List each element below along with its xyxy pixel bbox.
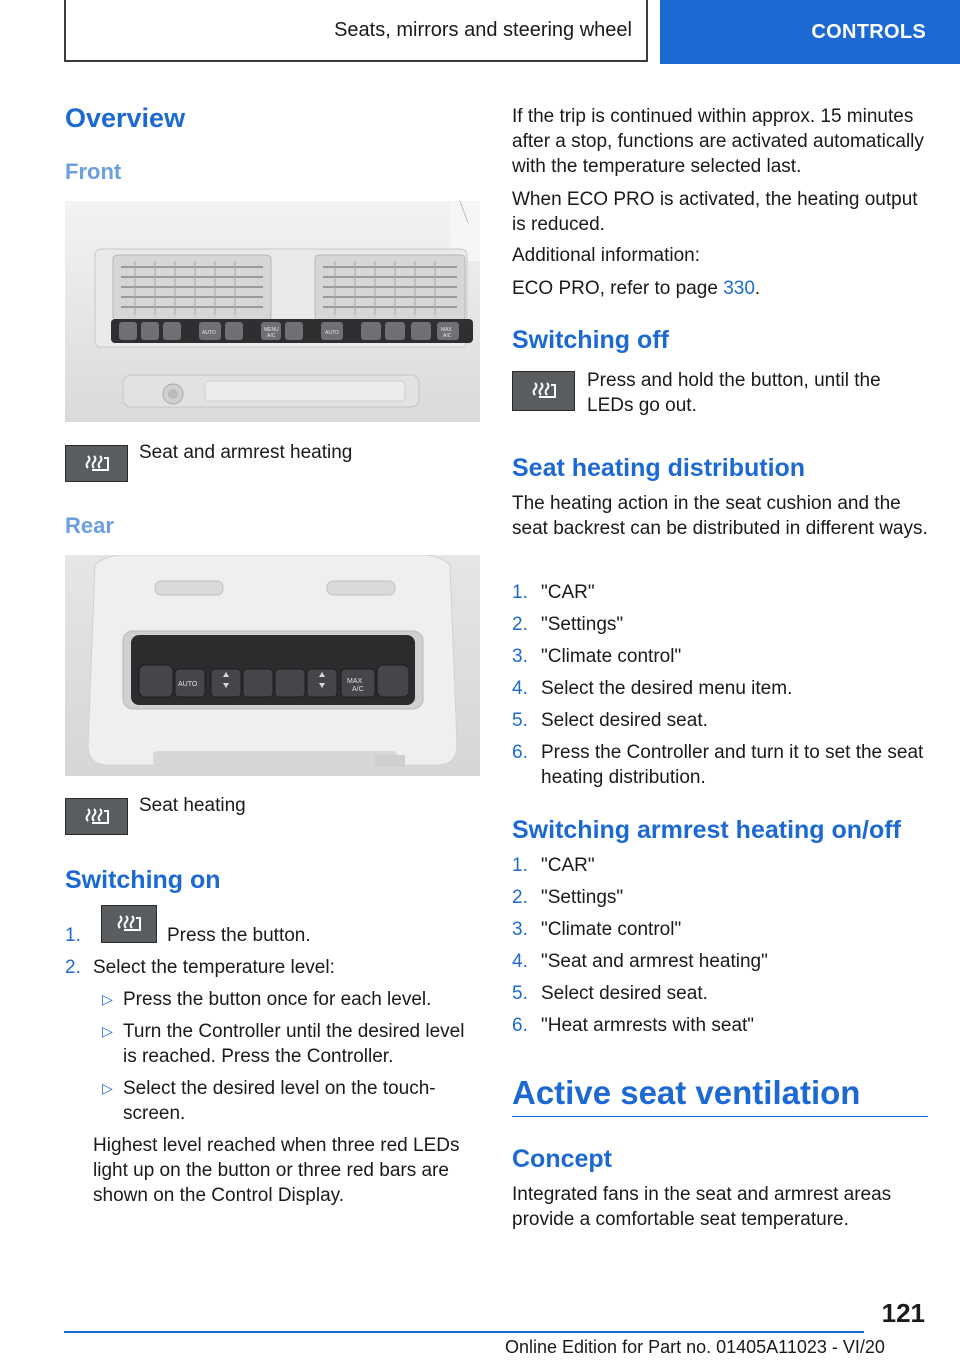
front-panel-label-menu: MENU	[264, 327, 279, 333]
rear-panel-label-max: MAX	[347, 678, 363, 685]
eco-ref-suffix: .	[754, 278, 761, 299]
step-text: "CAR"	[541, 855, 595, 876]
distribution-heading: Seat heating distribution	[512, 454, 806, 482]
page-330-link[interactable]: 330	[723, 278, 755, 299]
sub-item-text: Select the desired level on the touch-screen.	[123, 1078, 436, 1124]
switching-off-button-icon	[512, 371, 575, 411]
eco-text: When ECO PRO is activated, the heating output is reduced.	[512, 189, 918, 235]
rear-climate-panel-illustration	[65, 555, 480, 776]
sub-item-text: Turn the Controller until the desired level is reached. Press the Controller.	[123, 1021, 465, 1067]
eco-reference	[512, 276, 932, 301]
switching-off-text: Press and hold the button, until the LEDs go out.	[587, 370, 881, 416]
seat-heating-icon-off	[527, 379, 561, 403]
step-number: 6.	[512, 1015, 528, 1036]
footer-rule	[64, 1331, 864, 1333]
step-text: "CAR"	[541, 582, 595, 603]
rear-heading: Rear	[65, 513, 114, 538]
trip-text: If the trip is continued within approx. 15 minutes after a stop, functions are activated automatically with the temperature selected last.	[512, 106, 924, 177]
step-number: 2.	[512, 887, 528, 908]
section-rule	[512, 1116, 928, 1117]
step-text: Select the temperature level:	[93, 957, 335, 978]
step-text: "Climate control"	[541, 919, 682, 940]
front-panel-label-auto-2: AUTO	[325, 330, 339, 336]
front-caption: Seat and armrest heating	[139, 442, 353, 463]
rear-panel-label-ac: A/C	[352, 686, 364, 693]
seat-heating-button-icon	[65, 798, 128, 835]
triangle-bullet-icon: ▷	[102, 1023, 113, 1039]
step-number: 2.	[512, 614, 528, 635]
triangle-bullet-icon: ▷	[102, 991, 113, 1007]
step-text: Select desired seat.	[541, 710, 708, 731]
step-number: 6.	[512, 742, 528, 763]
seat-heating-icon-rear	[80, 805, 114, 829]
front-panel-label-max: MAX	[441, 327, 452, 333]
additional-info-label: Additional information:	[512, 245, 700, 266]
step-text: Press the Controller and turn it to set the seat heating distribution.	[541, 742, 924, 788]
step-text: Press the button.	[167, 925, 311, 946]
chapter-tab[interactable]: CONTROLS	[660, 0, 960, 64]
page-number: 121	[881, 1298, 925, 1328]
page-header	[64, 0, 960, 64]
seat-armrest-heating-button-icon	[65, 445, 128, 482]
highest-level-note: Highest level reached when three red LEDs light up on the button or three red bars are shown on the Control Display.	[93, 1135, 460, 1206]
step-text: "Settings"	[541, 887, 624, 908]
rear-panel-label-auto: AUTO	[178, 681, 198, 688]
overview-heading: Overview	[65, 103, 186, 133]
switching-on-heading: Switching on	[65, 866, 221, 894]
step-text: "Settings"	[541, 614, 624, 635]
rear-caption: Seat heating	[139, 795, 246, 816]
concept-text: Integrated fans in the seat and armrest areas provide a comfortable seat temperature.	[512, 1184, 892, 1230]
step-number: 2.	[65, 957, 81, 978]
step-number: 1.	[65, 925, 81, 946]
switching-off-heading: Switching off	[512, 326, 669, 354]
step-text: Select the desired menu item.	[541, 678, 793, 699]
rear-climate-panel-image	[65, 555, 480, 776]
front-panel-label-ac: A/C	[267, 333, 276, 339]
sub-item-text: Press the button once for each level.	[123, 989, 432, 1010]
front-panel-label-max-ac: A/C	[443, 333, 452, 339]
distribution-text: The heating action in the seat cushion and the seat backrest can be distributed in different ways.	[512, 493, 928, 539]
step-number: 5.	[512, 983, 528, 1004]
front-climate-panel-illustration	[65, 201, 480, 422]
front-heading: Front	[65, 159, 122, 184]
seat-heating-icon	[80, 452, 114, 476]
step-number: 5.	[512, 710, 528, 731]
eco-ref-prefix: ECO PRO, refer to page	[512, 278, 724, 299]
step-number: 4.	[512, 951, 528, 972]
step-text: "Heat armrests with seat"	[541, 1015, 755, 1036]
step-text: "Climate control"	[541, 646, 682, 667]
footer-edition: Online Edition for Part no. 01405A11023 - VI/20	[505, 1337, 885, 1357]
step-number: 3.	[512, 919, 528, 940]
front-panel-label-auto: AUTO	[202, 330, 216, 336]
armrest-heading: Switching armrest heating on/off	[512, 816, 901, 844]
seat-heating-inline-button-icon	[101, 905, 157, 943]
triangle-bullet-icon: ▷	[102, 1080, 113, 1096]
step-number: 4.	[512, 678, 528, 699]
seat-heating-icon-inline	[112, 912, 146, 936]
step-text: "Seat and armrest heating"	[541, 951, 768, 972]
concept-heading: Concept	[512, 1145, 612, 1173]
ventilation-heading: Active seat ventilation	[512, 1074, 861, 1111]
step-text: Select desired seat.	[541, 983, 708, 1004]
front-climate-panel-image	[65, 201, 480, 422]
step-number: 1.	[512, 855, 528, 876]
step-number: 3.	[512, 646, 528, 667]
step-number: 1.	[512, 582, 528, 603]
section-title: Seats, mirrors and steering wheel	[64, 0, 648, 62]
